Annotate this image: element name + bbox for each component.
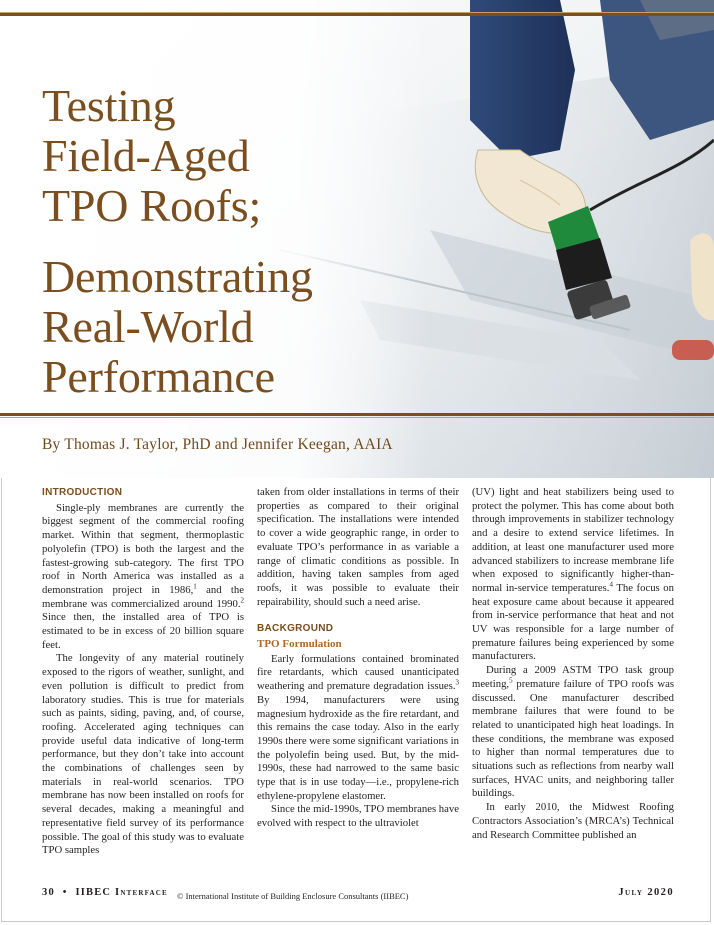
title-line-group-1 [42, 81, 352, 231]
text-run: By 1994, manufacturers were using magnesium hydroxide as the fire retardant, and this remains the case today. Also in the early 1990s there were some significant variations in the polyolefin being used. But, by the mid-1990s, these had narrowed to the same basic type that is in use today—i.e., propylene-rich ethylene-propylene elastomer. [257, 693, 459, 802]
title-line: Field-Aged [42, 130, 250, 181]
text-run: (UV) light and heat stabilizers being used to protect the polymer. This has come about both through improvements in stabilizer technology and a desire to extend service lifetimes. In addition, at least one manufacturer used more advanced stabilizers to increase membrane life when exposed to significantly higher-than-normal in-service temperatures. [472, 486, 674, 594]
column-2 [257, 486, 459, 831]
footer-folio [42, 887, 168, 898]
column-3 [472, 486, 674, 842]
top-brown-rule [0, 13, 714, 16]
footnote-ref: 1 [193, 582, 197, 591]
column-1 [42, 486, 244, 858]
footnote-ref: 5 [509, 676, 513, 685]
paragraph [257, 653, 459, 804]
paragraph: taken from older installations in terms of their properties as compared to their original specification. The installations were intended to cover a wide geographic range, in order to evaluate TPO’s performance in as variable a range of climatic conditions as possible. In addition, having taken samples from aged roofs, it was possible to evaluate their repairability, should such a need arise. [257, 486, 459, 608]
text-run: Single-ply membranes are currently the biggest segment of the commercial roofing market. Within that segment, thermoplastic polyolefin (TPO) is both the largest and the fastest-growing sub-category. The first TPO roof in North America was installed as a demonstration project in 1986, [42, 501, 244, 596]
text-run: Since then, the installed area of TPO is estimated to be in excess of 20 billion square feet. [42, 611, 244, 651]
issue-date: July 2020 [618, 887, 674, 898]
page-footer [42, 884, 674, 904]
text-run: and the membrane was commercialized around 1990. [42, 583, 244, 610]
title-line: Real-World [42, 301, 254, 352]
paragraph: Since the mid-1990s, TPO membranes have evolved with respect to the ultraviolet [257, 803, 459, 830]
text-run: During a 2009 ASTM TPO task group meeting, [472, 664, 674, 690]
text-run: premature failure of TPO roofs was discussed. One manufacturer described membrane failures that were found to be related to unanticipated high heat loadings. In these conditions, the membrane was exposed to higher than normal temperatures due to situations such as reflections from nearby wall surfaces, HVAC units, and neighboring taller buildings. [472, 677, 674, 800]
paragraph: The longevity of any material routinely exposed to the rigors of weather, sunlight, and even pollution is difficult to predict from laboratory studies. This is true for materials such as paints, siding, paving, and, of course, roofing. Accelerated aging techniques can provide useful data indicative of long-term performance, but they don’t take into account the combinations of challenges seen by materials in real-world scenarios. TPO membrane has now been installed on roofs for several decades, making a meaningful and representative field survey of its performance possible. The goal of this study was to evaluate TPO samples [42, 652, 244, 857]
text-run: Early formulations contained brominated fire retardants, which caused unanticipated weathering and premature degradation issues. [257, 652, 459, 693]
paragraph [472, 664, 674, 801]
paragraph [472, 486, 674, 664]
title-line: Performance [42, 351, 275, 402]
title-line: TPO Roofs; [42, 180, 262, 231]
page-number: 30 [42, 887, 55, 898]
title-brown-rule [0, 413, 714, 416]
text-run: The focus on heat exposure came about because it appeared from in-service performance that heat and not UV was responsible for a large number of premature failures being experienced by some manufacturers. [472, 581, 674, 663]
footnote-ref: 4 [609, 580, 613, 589]
title-line-group-2 [42, 252, 372, 402]
magazine-name: IIBEC Interface [75, 887, 168, 898]
copyright-notice: © International Institute of Building Enclosure Consultants (IIBEC) [177, 891, 409, 901]
footer-bullet: • [62, 887, 68, 898]
byline: By Thomas J. Taylor, PhD and Jennifer Keegan, AAIA [42, 436, 393, 453]
footnote-ref: 3 [455, 678, 459, 687]
title-thin-rule [0, 417, 714, 418]
article-body [42, 486, 674, 874]
footnote-ref: 2 [240, 596, 244, 605]
section-heading-background: BACKGROUND [257, 623, 334, 635]
title-line: Demonstrating [42, 251, 313, 302]
subheading-tpo-formulation: TPO Formulation [257, 638, 342, 651]
paragraph [42, 502, 244, 653]
paragraph: In early 2010, the Midwest Roofing Contractors Association’s (MRCA’s) Technical and Research Committee published an [472, 801, 674, 841]
title-line: Testing [42, 80, 176, 131]
section-heading-introduction: INTRODUCTION [42, 487, 123, 498]
